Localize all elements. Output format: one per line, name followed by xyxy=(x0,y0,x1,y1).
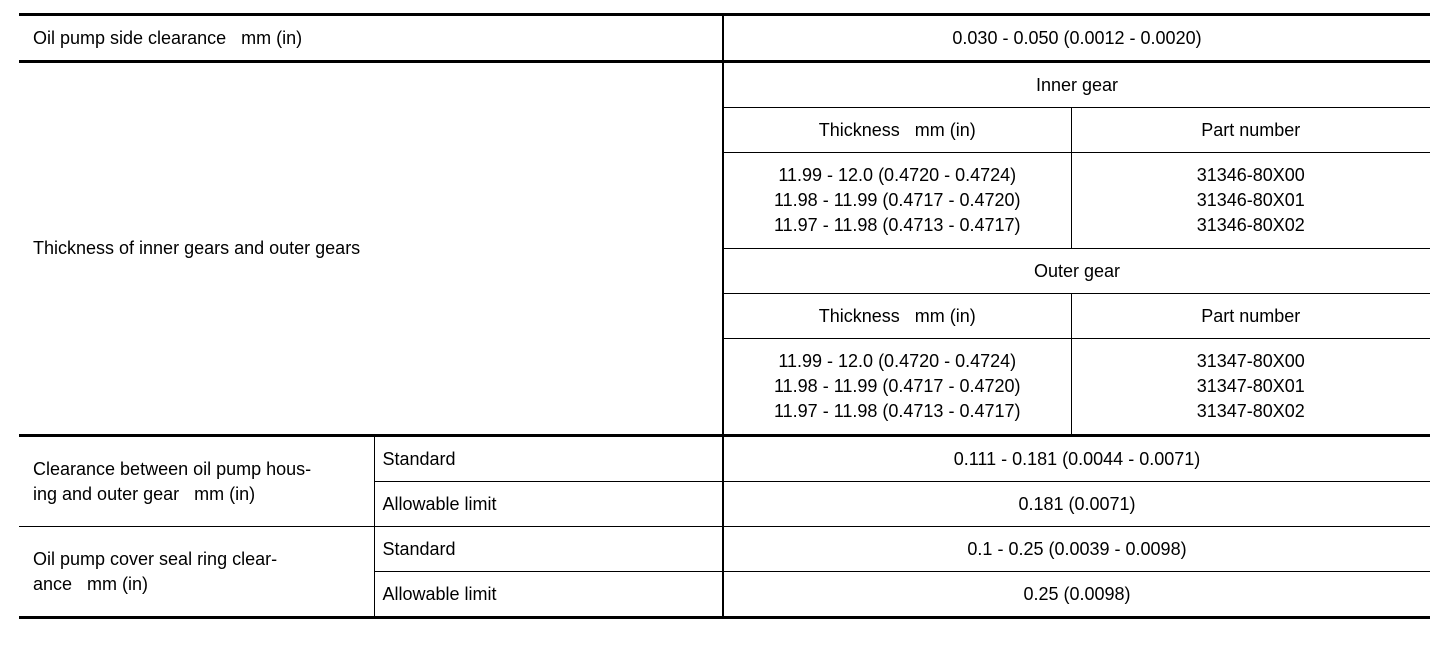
housing-standard-label: Standard xyxy=(374,436,723,482)
outer-gear-title: Outer gear xyxy=(723,249,1430,294)
inner-part-header: Part number xyxy=(1071,108,1430,153)
outer-thickness-1: 11.98 - 11.99 (0.4717 - 0.4720) xyxy=(773,376,1021,396)
inner-thickness-header: Thickness mm (in) xyxy=(723,108,1071,153)
housing-label-line2: ing and outer gear mm (in) xyxy=(33,483,256,504)
seal-ring-clearance-label xyxy=(19,527,374,618)
inner-part-2: 31346-80X02 xyxy=(1196,215,1305,235)
seal-limit-value: 0.25 (0.0098) xyxy=(723,572,1430,618)
side-clearance-label: Oil pump side clearance mm (in) xyxy=(19,15,723,62)
inner-part-values xyxy=(1071,153,1430,249)
outer-thickness-values xyxy=(723,339,1071,436)
seal-standard-label: Standard xyxy=(374,527,723,572)
outer-part-values xyxy=(1071,339,1430,436)
housing-standard-row xyxy=(19,436,1430,482)
seal-limit-label: Allowable limit xyxy=(374,572,723,618)
inner-thickness-1: 11.98 - 11.99 (0.4717 - 0.4720) xyxy=(773,190,1021,210)
inner-gear-title: Inner gear xyxy=(723,62,1430,108)
inner-part-0: 31346-80X00 xyxy=(1196,165,1305,185)
housing-limit-value: 0.181 (0.0071) xyxy=(723,482,1430,527)
seal-label-line2: ance mm (in) xyxy=(33,573,149,594)
side-clearance-value: 0.030 - 0.050 (0.0012 - 0.0020) xyxy=(723,15,1430,62)
seal-standard-value: 0.1 - 0.25 (0.0039 - 0.0098) xyxy=(723,527,1430,572)
inner-thickness-2: 11.97 - 11.98 (0.4713 - 0.4717) xyxy=(773,215,1021,235)
gear-thickness-label: Thickness of inner gears and outer gears xyxy=(19,62,723,436)
housing-standard-value: 0.111 - 0.181 (0.0044 - 0.0071) xyxy=(723,436,1430,482)
outer-part-1: 31347-80X01 xyxy=(1196,376,1305,396)
outer-part-0: 31347-80X00 xyxy=(1196,351,1305,371)
outer-thickness-0: 11.99 - 12.0 (0.4720 - 0.4724) xyxy=(778,351,1017,371)
seal-label-line1: Oil pump cover seal ring clear- xyxy=(33,548,278,569)
inner-gear-title-row xyxy=(19,62,1430,108)
housing-limit-label: Allowable limit xyxy=(374,482,723,527)
seal-standard-row xyxy=(19,527,1430,572)
outer-part-header: Part number xyxy=(1071,294,1430,339)
inner-thickness-0: 11.99 - 12.0 (0.4720 - 0.4724) xyxy=(778,165,1017,185)
outer-thickness-header: Thickness mm (in) xyxy=(723,294,1071,339)
housing-label-line1: Clearance between oil pump hous- xyxy=(33,458,312,479)
inner-thickness-values xyxy=(723,153,1071,249)
oil-pump-spec-table xyxy=(19,13,1430,619)
housing-clearance-label xyxy=(19,436,374,527)
outer-thickness-2: 11.97 - 11.98 (0.4713 - 0.4717) xyxy=(773,401,1021,421)
outer-part-2: 31347-80X02 xyxy=(1196,401,1305,421)
side-clearance-row xyxy=(19,15,1430,62)
inner-part-1: 31346-80X01 xyxy=(1196,190,1305,210)
